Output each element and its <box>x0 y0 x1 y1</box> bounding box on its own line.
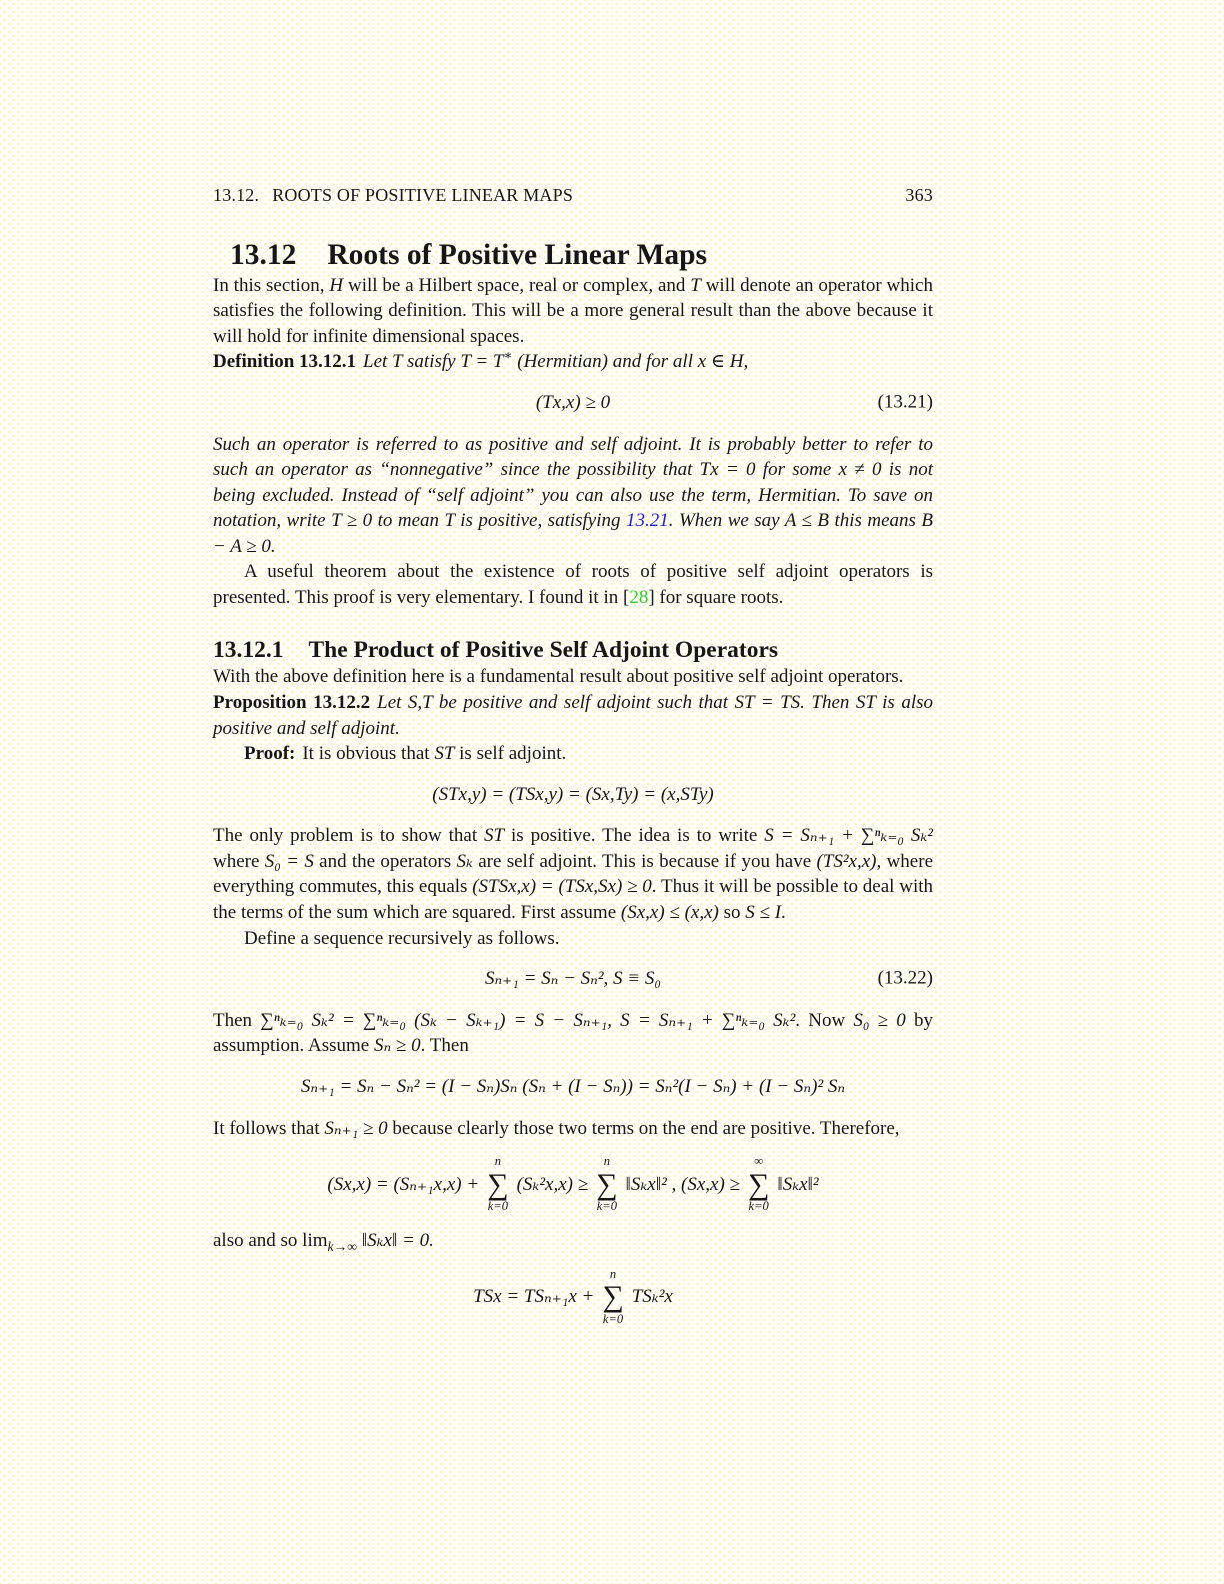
text-segment: is positive. The idea is to write <box>504 825 765 847</box>
useful-theorem-paragraph <box>213 559 933 610</box>
text-segment: ∑ⁿₖ₌₀ Sₖ² = ∑ⁿₖ₌₀ (Sₖ − Sₖ₊₁) = S − Sₙ₊₁, S = Sₙ₊₁ + ∑ⁿₖ₌₀ Sₖ² <box>260 1009 796 1031</box>
text-segment: , where everything commutes, this equals <box>213 850 934 898</box>
text-segment: Sₙ₊₁ ≥ 0 <box>324 1117 388 1139</box>
ref-link[interactable]: 13.21 <box>626 510 669 532</box>
proposition-paragraph <box>213 690 933 741</box>
text-segment: Then <box>213 1009 261 1031</box>
running-header-section-number: 13.12. <box>213 185 260 205</box>
equation-segment: ‖Sₖx‖² <box>777 1173 819 1195</box>
sum-upper-limit: n <box>603 1154 610 1169</box>
text-segment: Sₙ ≥ 0 <box>373 1035 421 1057</box>
summation-symbol <box>602 1268 623 1327</box>
text-segment: Let S,T be positive and self adjoint such that ST = TS. Then ST is also positive and self adjoint. <box>213 691 934 739</box>
equation-segment: TSₖ²x <box>631 1286 673 1308</box>
text-segment: ST <box>484 825 505 847</box>
summation-symbol <box>596 1155 617 1214</box>
sum-lower-limit: k=0 <box>602 1311 624 1326</box>
text-segment: S₀ ≥ 0 <box>853 1009 906 1031</box>
equation-sum-bounds <box>213 1155 933 1214</box>
subsection-title: The Product of Positive Self Adjoint Operators <box>308 637 779 664</box>
section-title: Roots of Positive Linear Maps <box>327 238 708 271</box>
equation-body: Sₙ₊₁ = Sₙ − Sₙ², S ≡ S₀ <box>484 968 661 990</box>
equation-segment: (Sₖ²x,x) ≥ <box>516 1173 589 1195</box>
summation-symbol <box>487 1155 508 1214</box>
text-segment: because clearly those two terms on the end are positive. Therefore, <box>387 1117 900 1139</box>
text-segment: It follows that <box>213 1117 325 1139</box>
text-segment: In this section, <box>213 274 330 296</box>
equation-13-22 <box>213 967 933 992</box>
define-sequence-paragraph <box>213 926 933 952</box>
subsection-number: 13.12.1 <box>213 637 284 664</box>
text-segment: (STSx,x) = (TSx,Sx) ≥ 0 <box>472 876 652 898</box>
sum-upper-limit: ∞ <box>754 1154 764 1169</box>
sigma-glyph: ∑ <box>596 1167 618 1201</box>
text-segment: (Hermitian) and for all x ∈ H, <box>512 351 749 373</box>
text-segment: will denote an operator which satisfies the following definition. This will be a more general result than the above because it will hold for infinite dimensional spaces. <box>213 274 933 347</box>
proof-body <box>302 743 566 764</box>
text-segment: are self adjoint. This is because if you have <box>472 850 817 872</box>
text-segment: Sₖ <box>456 850 473 872</box>
sum-lower-limit: k=0 <box>487 1199 508 1214</box>
equation-tsx <box>213 1268 933 1327</box>
text-segment: and the operators <box>313 850 457 872</box>
text-segment: ST <box>434 743 455 765</box>
sum-lower-limit: k=0 <box>596 1199 617 1214</box>
equation-body: (Tx,x) ≥ 0 <box>535 391 611 413</box>
text-segment: S ≤ I <box>745 901 782 923</box>
proposition-label: Proposition 13.12.2 <box>213 691 371 713</box>
text-segment: With the above definition here is a fundamental result about positive self adjoint operators. <box>213 666 904 688</box>
section-heading <box>230 239 933 273</box>
then-sum-paragraph <box>213 1008 933 1059</box>
equation-body: Sₙ₊₁ = Sₙ − Sₙ² = (I − Sₙ)Sₙ (Sₙ + (I − Sₙ)) = Sₙ²(I − Sₙ) + (I − Sₙ)² Sₙ <box>300 1075 846 1097</box>
text-segment: by assumption. Assume <box>213 1009 933 1057</box>
text-segment: A useful theorem about the existence of roots of positive self adjoint operators is presented. This proof is very elementary. I found it in [ <box>213 561 933 608</box>
sum-upper-limit: n <box>609 1266 617 1281</box>
section-number: 13.12 <box>230 238 297 271</box>
text-segment: It is obvious that <box>302 743 435 765</box>
sigma-glyph: ∑ <box>602 1280 624 1314</box>
proof-paragraph <box>213 741 933 767</box>
equation-segment: ‖Sₖx‖² , (Sx,x) ≥ <box>625 1173 740 1195</box>
text-segment: so <box>718 901 746 923</box>
sum-upper-limit: n <box>494 1154 501 1169</box>
text-segment: k→∞ <box>327 1238 358 1254</box>
equation-number: (13.21) <box>877 391 933 413</box>
text-segment: (TS²x,x) <box>816 850 877 872</box>
text-segment: ‖Sₖx‖ = 0. <box>357 1230 434 1252</box>
follows-paragraph <box>213 1116 933 1142</box>
text-segment: will be a Hilbert space, real or complex, and <box>343 274 691 296</box>
text-segment: ] for square roots. <box>648 586 784 608</box>
text-segment: . Now <box>795 1009 854 1031</box>
sigma-glyph: ∑ <box>747 1167 770 1201</box>
text-segment: The only problem is to show that <box>213 825 485 847</box>
sigma-glyph: ∑ <box>487 1167 509 1201</box>
text-segment: ∗ <box>503 348 513 364</box>
definition-label: Definition 13.12.1 <box>213 351 357 373</box>
fundamental-paragraph <box>213 664 933 690</box>
citation-link[interactable]: 28 <box>629 586 649 608</box>
text-segment: . Thus it will be possible to deal with the terms of the sum which are squared. First assume <box>213 876 933 923</box>
equation-number: (13.22) <box>877 968 933 990</box>
running-header-left <box>213 186 573 206</box>
text-segment: . When we say A ≤ B this means B − A ≥ 0. <box>213 510 933 557</box>
intro-paragraph <box>213 273 933 350</box>
text-segment: Let T satisfy T = T <box>363 351 504 373</box>
equation-segment: TSx = TSₙ₊₁x + <box>473 1286 595 1308</box>
equation-segment: (Sx,x) = (Sₙ₊₁x,x) + <box>327 1173 480 1195</box>
sum-lower-limit: k=0 <box>748 1199 769 1214</box>
definition-body <box>363 348 749 373</box>
running-header-title: ROOTS OF POSITIVE LINEAR MAPS <box>272 185 574 205</box>
text-segment: Such an operator is referred to as positive and self adjoint. It is probably better to refer to such an operator as “nonnegative” since the possibility that Tx = 0 for some x ≠ 0 is not being excluded. Instead of “self adjoint” you can also use the term, Hermitian. To save on notation, write T ≥ 0 to mean T is positive, satisfying <box>213 433 933 532</box>
running-header <box>213 186 933 206</box>
equation-self-adjoint <box>213 783 933 808</box>
main-argument-paragraph <box>213 823 933 925</box>
page-number: 363 <box>905 185 933 205</box>
text-segment: . Then <box>420 1035 469 1057</box>
equation-expansion <box>213 1075 933 1100</box>
text-segment: . <box>781 901 786 923</box>
subsection-heading <box>213 637 933 664</box>
definition-remark-paragraph <box>213 432 933 560</box>
text-segment: is self adjoint. <box>454 743 567 765</box>
equation-13-21 <box>213 391 933 416</box>
text-segment: S₀ = S <box>264 850 314 872</box>
text-segment: Define a sequence recursively as follows. <box>244 927 560 949</box>
text-segment: H <box>329 274 344 296</box>
text-segment: where <box>213 850 265 872</box>
text-segment: S = Sₙ₊₁ + ∑ⁿₖ₌₀ Sₖ² <box>764 825 933 847</box>
proof-label: Proof: <box>244 743 296 765</box>
definition-paragraph <box>213 349 933 375</box>
also-limit-paragraph <box>213 1228 933 1254</box>
equation-body: (STx,y) = (TSx,y) = (Sx,Ty) = (x,STy) <box>432 783 714 805</box>
summation-symbol <box>748 1155 769 1214</box>
text-segment: T <box>690 274 701 296</box>
text-segment: (Sx,x) ≤ (x,x) <box>620 901 719 923</box>
text-segment: also and so lim <box>213 1230 328 1252</box>
